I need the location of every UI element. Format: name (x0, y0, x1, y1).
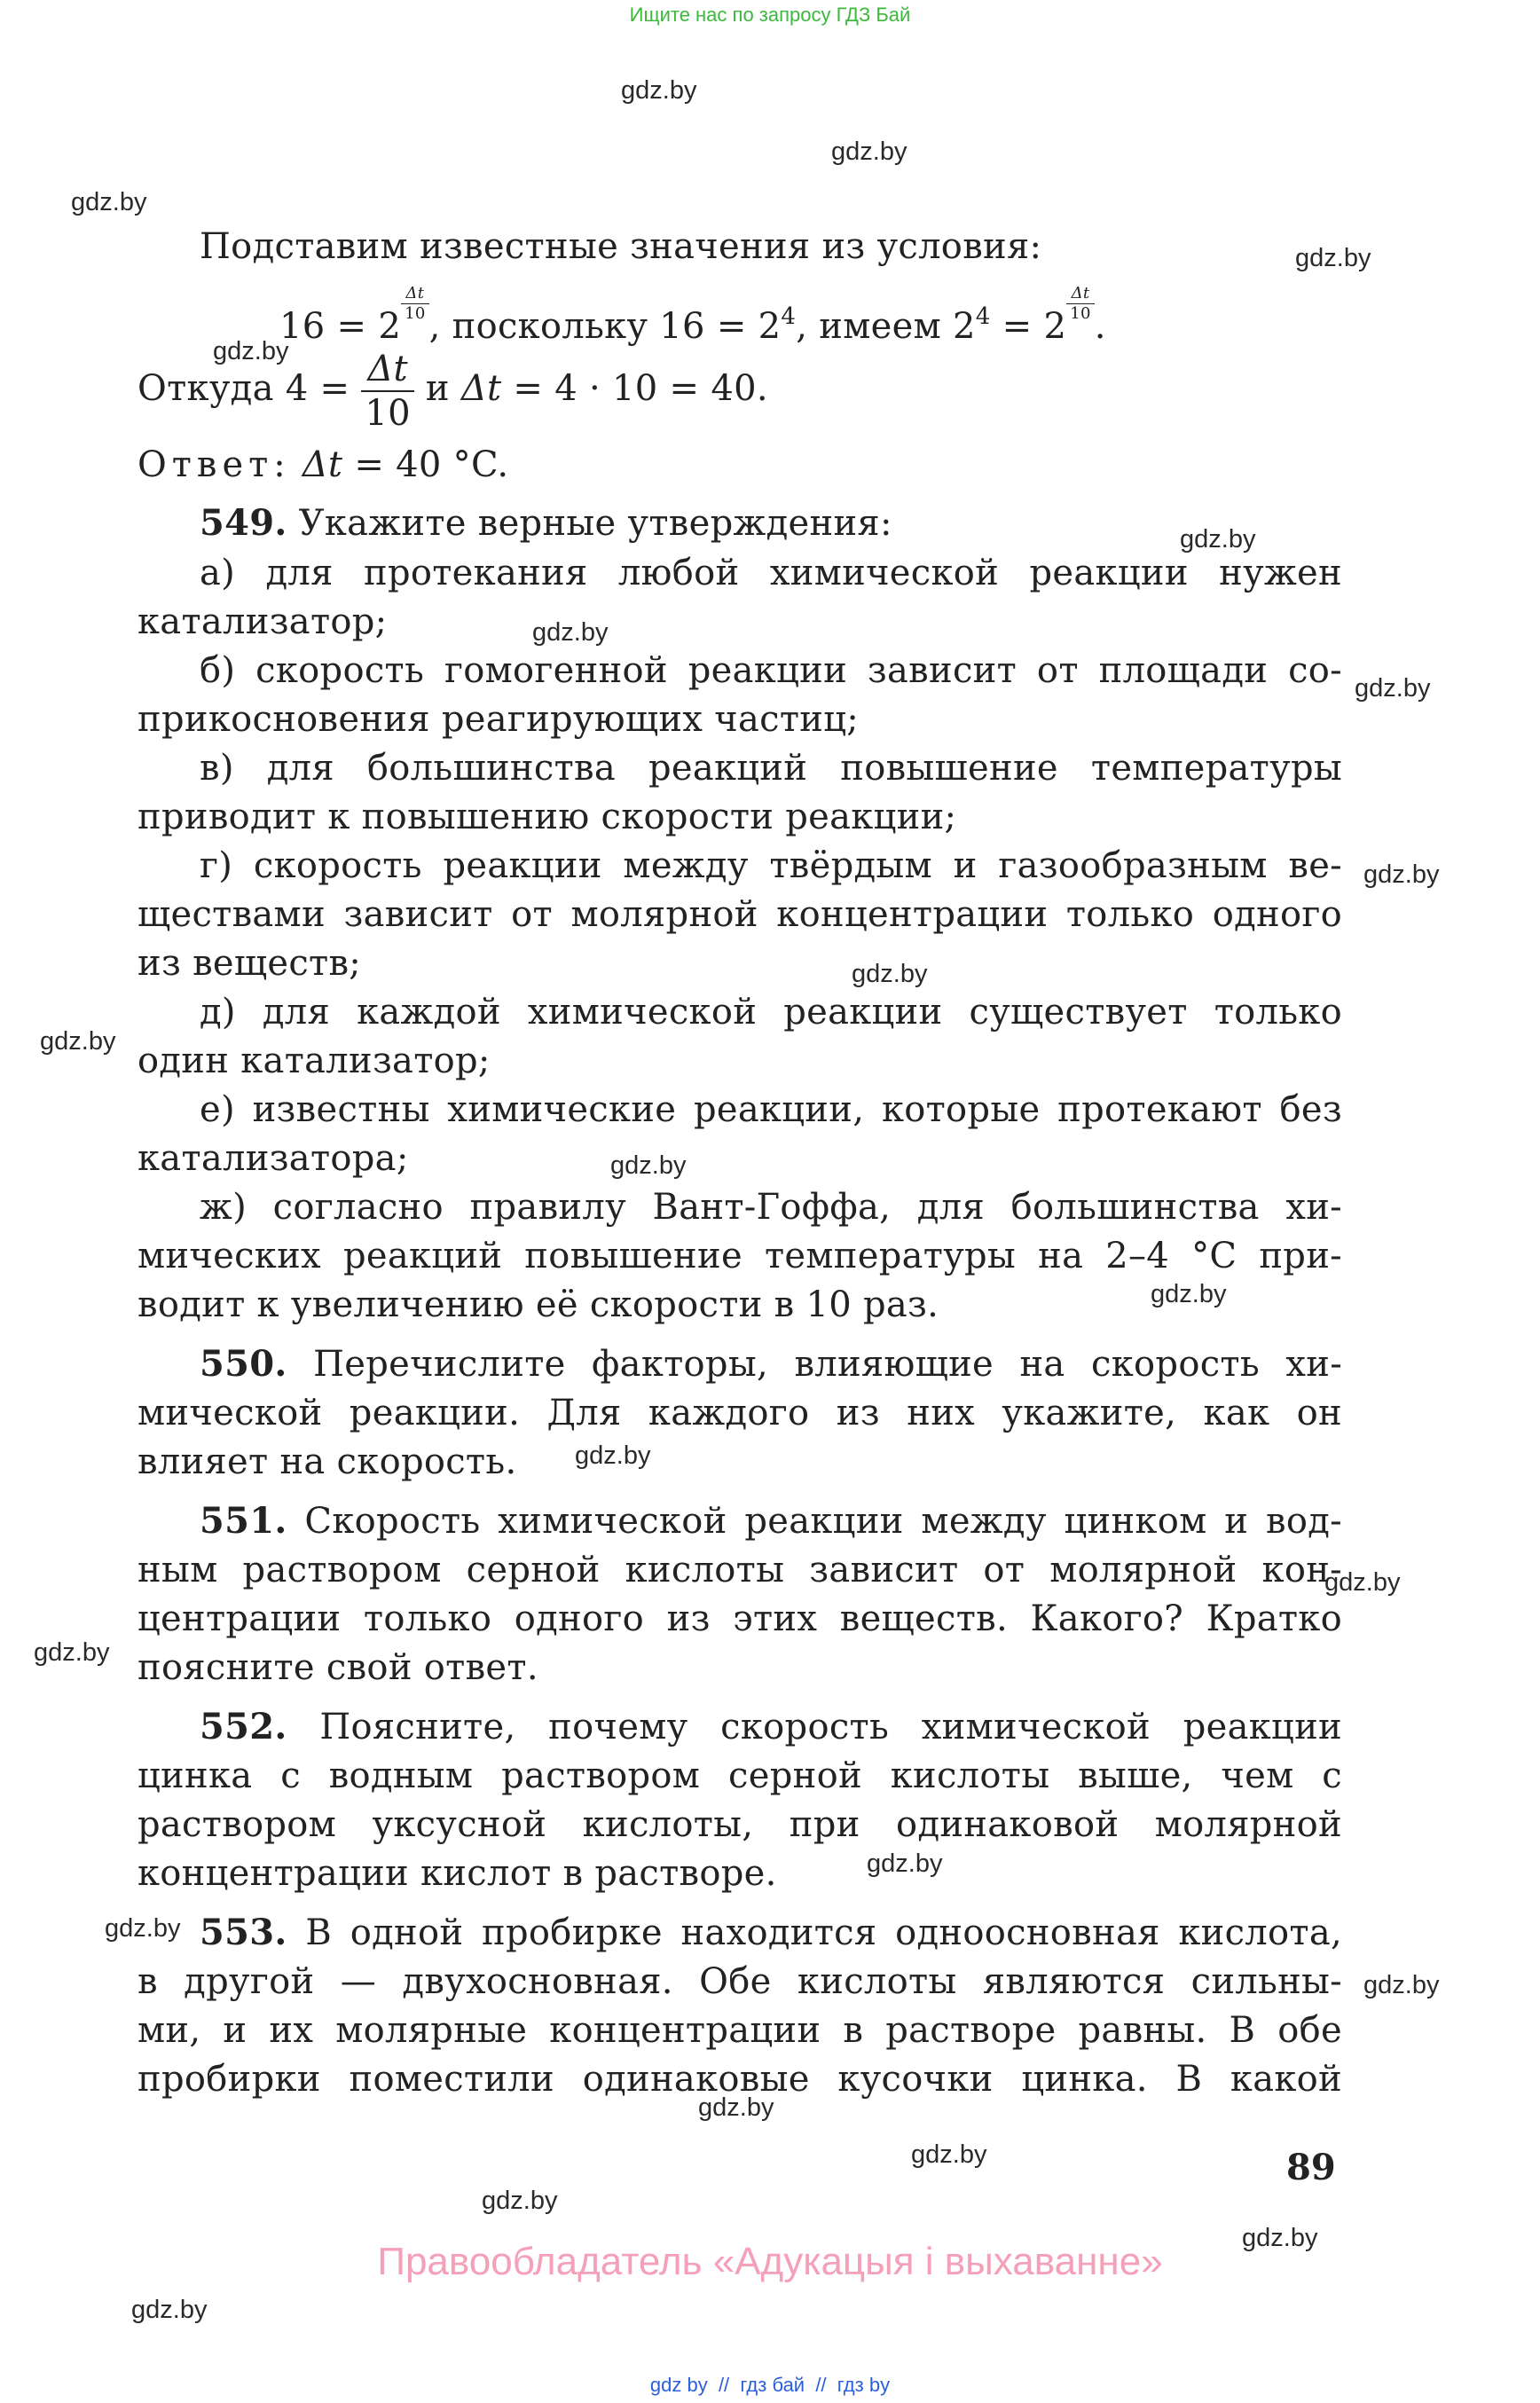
watermark: gdz.by (40, 1027, 116, 1056)
task-553-line: ми, и их молярные концентрации в растворе равны. В обе (138, 2010, 1342, 2051)
task-551-line: поясните свой ответ. (138, 1647, 538, 1688)
eq-end: . (1094, 306, 1106, 347)
watermark: gdz.by (1363, 860, 1440, 889)
watermark: gdz.by (610, 1151, 687, 1180)
watermark: gdz.by (1242, 2224, 1318, 2252)
watermark: gdz.by (105, 1914, 181, 1943)
task-549-line: д) для каждой химической реакции существует только (200, 992, 1342, 1033)
watermark: gdz.by (1355, 674, 1431, 703)
derivation-part-b: и (425, 368, 450, 409)
answer-var: Δt (302, 444, 343, 485)
answer (138, 442, 1342, 488)
watermark: gdz.by (621, 76, 697, 105)
task-550-line: мической реакции. Для каждого из них укажите, как он (138, 1393, 1342, 1433)
task-552-line: концентрации кислот в растворе. (138, 1853, 777, 1894)
solution-derivation (138, 344, 1342, 433)
derivation-part-a: Откуда 4 = (138, 368, 350, 409)
task-549-line: катализатор; (138, 601, 388, 642)
watermark: gdz.by (482, 2187, 558, 2215)
copyright-notice: Правообладатель «Адукацыя і выхаванне» (377, 2240, 1163, 2283)
task-553-title (200, 1910, 1342, 1956)
footer-links[interactable]: gdz by // гдз бай // гдз by (649, 2374, 891, 2396)
eq-exponent-fraction: $\frac{\Delta t}{10}$ (401, 286, 429, 322)
watermark: gdz.by (131, 2296, 208, 2324)
task-551-line: ным раствором серной кислоты зависит от молярной кон- (138, 1550, 1342, 1590)
task-550-line: влияет на скорость. (138, 1441, 517, 1482)
task-549-line: е) известны химические реакции, которые протекают без (200, 1089, 1342, 1130)
task-549-title (200, 500, 1404, 546)
task-552-number: 552. (200, 1706, 287, 1747)
task-549-text: Укажите верные утверждения: (298, 503, 892, 544)
task-552-line: раствором уксусной кислоты, при одинаковой молярной (138, 1804, 1342, 1845)
task-549-line: приводит к повышению скорости реакции; (138, 797, 957, 837)
task-550-title (200, 1341, 1342, 1387)
task-552-title (200, 1704, 1342, 1750)
task-553-line: пробирки поместили одинаковые кусочки цинка. В какой (138, 2059, 1342, 2100)
task-549-line: прикосновения реагирующих частиц; (138, 699, 860, 740)
watermark: gdz.by (575, 1441, 651, 1470)
task-550-text: Перечислите факторы, влияющие на скорость хи- (313, 1344, 1343, 1385)
task-549-line: один катализатор; (138, 1041, 491, 1081)
watermark: gdz.by (852, 960, 928, 988)
watermark: gdz.by (213, 337, 289, 365)
watermark: gdz.by (831, 137, 908, 166)
answer-value: = 40 °C. (354, 444, 509, 485)
derivation-fraction: $\frac{\Delta t}{10}$ (361, 351, 414, 431)
task-549-line: водит к увеличению её скорости в 10 раз. (138, 1284, 939, 1325)
task-551-line: центрации только одного из этих веществ. Какого? Кратко (138, 1598, 1342, 1639)
task-553-line: в другой — двухосновная. Обе кислоты являются сильны- (138, 1961, 1342, 2002)
eq-exponent-2: 4 (975, 303, 991, 330)
task-549-line: а) для протекания любой химической реакции нужен (200, 553, 1342, 593)
eq-part-d: = 2 (990, 306, 1067, 347)
watermark: gdz.by (1180, 525, 1256, 554)
solution-equation (279, 286, 1484, 349)
eq-part-b: , поскольку 16 = 2 (428, 306, 782, 347)
task-550-number: 550. (200, 1343, 287, 1385)
task-553-number: 553. (200, 1912, 287, 1953)
watermark: gdz.by (532, 618, 609, 647)
watermark: gdz.by (911, 2140, 987, 2169)
watermark: gdz.by (867, 1849, 943, 1878)
derivation-var: Δt (460, 368, 502, 409)
eq-exponent: 4 (781, 303, 797, 330)
task-549-line: мических реакций повышение температуры на 2–4 °C при- (138, 1236, 1342, 1276)
task-551-text: Скорость химической реакции между цинком и вод- (304, 1501, 1342, 1542)
derivation-part-d: = 4 · 10 = 40. (513, 368, 768, 409)
task-549-line: в) для большинства реакций повышение температуры (200, 748, 1342, 789)
watermark: gdz.by (1151, 1280, 1227, 1308)
page-number: 89 (1286, 2147, 1336, 2188)
task-549-number: 549. (200, 502, 287, 544)
watermark: gdz.by (1324, 1568, 1401, 1597)
task-549-line: ществами зависит от молярной концентрации только одного (138, 894, 1342, 935)
watermark: gdz.by (1295, 244, 1371, 272)
solution-intro: Подставим известные значения из условия: (200, 226, 1042, 267)
task-551-title (200, 1498, 1342, 1544)
top-banner[interactable]: Ищите нас по запросу ГДЗ Бай (629, 4, 911, 26)
task-549-line: б) скорость гомогенной реакции зависит от площади со- (200, 650, 1342, 691)
watermark: gdz.by (698, 2093, 774, 2122)
task-553-text: В одной пробирке находится одноосновная кислота, (305, 1912, 1342, 1953)
watermark: gdz.by (1363, 1971, 1440, 1999)
eq-part-c: , имеем 2 (796, 306, 976, 347)
watermark: gdz.by (71, 188, 147, 216)
task-549-line: ж) согласно правилу Вант-Гоффа, для большинства хи- (200, 1187, 1342, 1228)
task-551-number: 551. (200, 1500, 287, 1542)
task-549-line: катализатора; (138, 1138, 409, 1179)
watermark: gdz.by (34, 1638, 110, 1667)
eq-part-a: 16 = 2 (279, 306, 402, 347)
task-552-text: Поясните, почему скорость химической реакции (319, 1707, 1342, 1747)
answer-label: Ответ: (138, 444, 291, 485)
task-552-line: цинка с водным раствором серной кислоты выше, чем с (138, 1755, 1342, 1796)
eq-exponent-fraction-2: $\frac{\Delta t}{10}$ (1066, 286, 1095, 322)
task-549-line: из веществ; (138, 943, 362, 984)
task-549-line: г) скорость реакции между твёрдым и газообразным ве- (200, 845, 1342, 886)
